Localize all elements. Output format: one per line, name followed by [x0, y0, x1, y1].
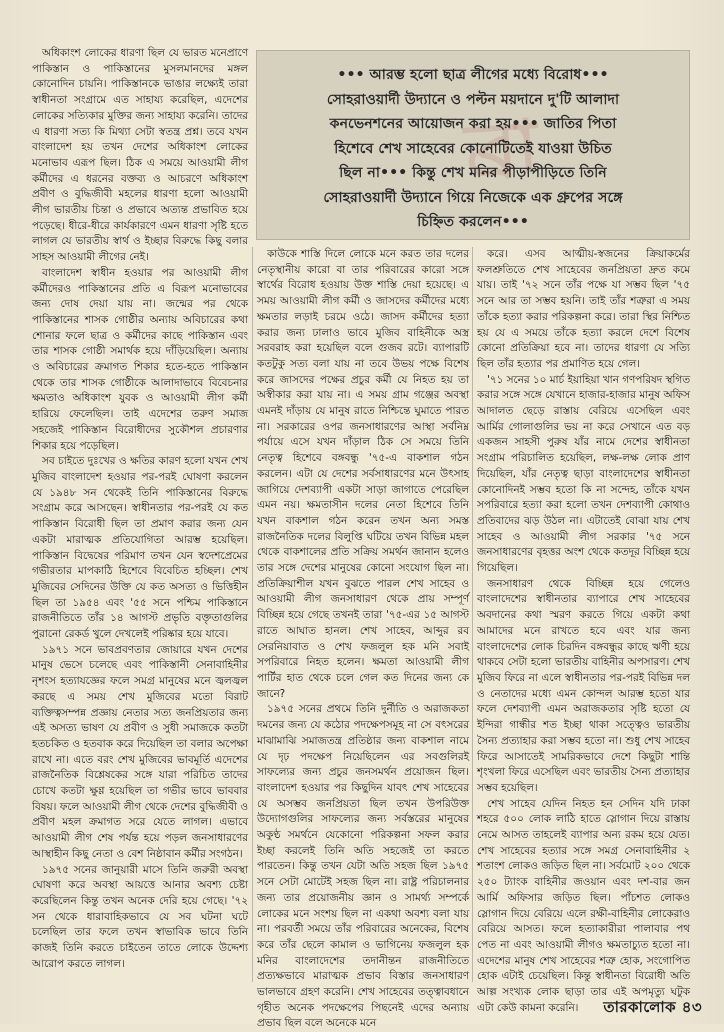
page-footer [603, 996, 702, 1021]
paragraph: জনসাধারণ থেকে বিচ্ছিন্ন হয়ে গেলেও বাংলাদেশের স্বাধীনতার ব্যাপারে শেখ সাহেবের অবদানের কথা স্মরণ করতে গিয়ে একটা কথা আমাদের মনে রাখতে হবে এবং যার জন্য বাংলাদেশের লোক চিরদিন বঙ্গবন্ধুর কাছে ঋণী হয়ে থাকবে সেটা হলো ভারতীয় বাহিনীর অপসারণ। শেখ মুজিব ফিরে না এলে স্বাধীনতার পর-পরই বিভিন্ন দল ও নেতাদের মধ্যে এমন কোন্দল আরম্ভ হতো যার ফলে দেশব্যাপী এমন অরাজকতার সৃষ্টি হতো যে ইন্দিরা গান্ধীর শত ইচ্ছা থাকা সত্ত্বেও ভারতীয় সৈন্য প্রত্যাহার করা সম্ভব হতো না। শুধু শেখ সাহেব ফিরে আসাতেই সামরিকভাবে দেশে কিছুটা শান্তি শৃংখলা ফিরে এসেছিল এবং ভারতীয় সৈন্য প্রত্যাহার সম্ভব হয়েছিল। [477, 577, 690, 794]
paragraph: শেখ সাহেব যেদিন নিহত হন সেদিন যদি ঢাকা শহরে ৫০০ লোক লাঠি হাতে স্লোগান দিয়ে রাস্তায় নেমে আসত তাহলেই ব্যাপার অন্য রকম হয়ে যেত। শেখ সাহেবের হত্যার সঙ্গে সমগ্র সেনাবাহিনীর ২ শতাংশ লোকও জড়িত ছিল না। সর্বমোট ২০০ থেকে ২৫০ ট্যাংক বাহিনীর জওয়ান এবং দশ-বার জন আর্মি অফিসার জড়িত ছিল। পাঁচশত লোকও স্লোগান দিয়ে বেরিয়ে এলে রক্ষী-বাহিনীর লোকেরাও বেরিয়ে আসত। ফলে হত্যাকারীরা পালাবার পথ পেত না এবং আওয়ামী লীগও ক্ষমতাচ্যুত হতো না। এদেশের মানুষ শেখ সাহেবের শত্রু হোক, সংগোপিত হোক এটাই চেয়েছিল। কিন্তু স্বাধীনতা বিরোধী অতি আল্প সংখ্যক লোক ছাড়া তার এই অপমৃত্যু ঘটুক এটা কেউ কামনা করেনি। [477, 797, 690, 1014]
pull-quote-line: চিহ্নিত করলেন••• [417, 214, 529, 230]
paragraph: বাংলাদেশ স্বাধীন হওয়ার পর আওয়ামী লীগ কর্মীদেরও পাকিস্তানের প্রতি এ বিরূপ মনোভাবের জন্য দোষ দেয়া যায় না। জন্মের পর থেকে পাকিস্তানের শাসক গোষ্ঠীর অন্যায় অবিচারের কথা শোনার ফলে ছাত্র ও কর্মীদের কাছে পাকিস্তান এবং তার শাসক গোষ্ঠী সমার্থক হয়ে দাঁড়িয়েছিল। অন্যায় ও অবিচারের ক্রমাগত শিকার হতে-হতে পাকিস্তান থেকে তার শাসক গোষ্ঠীকে আলাদাভাবে বিবেচনার ক্ষমতাও অধিকাংশ যুবক ও আওয়ামী লীগ কর্মী হারিয়ে ফেলেছিল। তাই এদেশের তরুণ সমাজ সহজেই পাকিস্তান বিরোধীদের সুকৌশল প্রচারণার শিকার হয়ে পড়েছিল। [32, 266, 248, 452]
pull-quote-line: কনভেনশনের আয়োজন করা হয়••• জাতির পিতা [329, 116, 617, 132]
pull-quote-line: হিশেবে শেখ সাহেবের কোনোটিতেই যাওয়া উচিত [334, 140, 612, 157]
paragraph: কাউকে শাস্তি দিলে লোকে মনে করত তার দলের নেতৃস্থানীয় কারো বা তার পরিবারের কারো সঙ্গে স্বার্থের বিরোধ হওয়ায় উক্ত শাস্তি দেয়া হয়েছে। এ সময় আওয়ামী লীগ কর্মী ও জাসদের কর্মীদের মধ্যে ক্ষমতার লড়াই চরমে ওঠে। জাসদ কর্মীদের হত্যা করার জন্য ঢালাও ভাবে মুজিব বাহিনীকে অস্ত্র সরবরাহ করা হয়েছিল বলে গুজব রটে। ব্যাপারটি কতটুকু সত্য বলা যায় না তবে উভয় পক্ষে বিশেষ করে জাসদের পক্ষের প্রচুর কর্মী যে নিহত হয় তা অস্বীকার করা যায় না। এ সময় গ্রাম গঞ্জের অবস্থা এমনই দাঁড়ায় যে মানুষ রাতে নিশ্চিন্তে ঘুমাতে পারত না। সরকারের ওপর জনসাধারণের আস্থা সর্বনিম্ন পর্যায়ে এসে যখন দাঁড়াল ঠিক সে সময়ে তিনি নেতৃত্ব হিশেবে বঙ্গবন্ধু '৭৫-এ বাকশাল গঠন করলেন। এটা যে দেশের সর্বসাধারণের মনে উৎসাহ জাগিয়ে দেশব্যাপী একটা সাড়া জাগাতে পেরেছিল এমন নয়। ক্ষমতাসীন দলের নেতা হিশেবে তিনি যখন বাকশাল গঠন করেন তখন অন্য সমস্ত রাজনৈতিক দলের বিলুপ্তি ঘটিয়ে তখন বিভিন্ন মহল থেকে বাকশালের প্রতি সক্রিয় সমর্থন জানান হলেও তার সঙ্গে দেশের মানুষের কোনো সংযোগ ছিল না। প্রতিক্রিয়াশীল যখন বুঝতে পারল শেখ সাহেব ও আওয়ামী লীগ জনসাধারণ থেকে প্রায় সম্পূর্ণ বিচ্ছিন্ন হয়ে গেছে তখনই তারা '৭৫-এর ১৫ আগস্ট রাতে আঘাত হানল। শেখ সাহেব, আব্দুর রব সেরনিয়াবাত ও শেখ ফজলুল হক মনি সবাই সপরিবারে নিহত হলেন। ক্ষমতা আওয়ামী লীগ পার্টির হাত থেকে চলে গেল কত দিনের জন্য কে জানে? [257, 248, 469, 700]
watermark-glyph: ব্রা [462, 103, 541, 193]
publication-name: তারকালোক [603, 998, 677, 1016]
paragraph: ১৯৭৫ সনের জানুয়ারী মাসে তিনি জরুরী অবস্থা ঘোষণা করে অবস্থা আয়ত্তে আনার অবশ্য চেষ্টা করেছিলেন কিন্তু তখন অনেক দেরি হয়ে গেছে। '৭২ সন থেকে ধারাবাহিকভাবে যে সব ঘটনা ঘটে চলেছিল তার ফলে তখন স্বাভাবিক ভাবে তিনি কাজই তিনি করতে চাইতেন তাতে লোকে উদ্দেশ্য আরোপ করতে লাগল। [32, 863, 248, 970]
article-column-middle [257, 247, 469, 1030]
paragraph: ১৯৭৫ সনের প্রথমে তিনি দুর্নীতি ও অরাজকতা দমনের জন্য যে কঠোর পদক্ষেপসমূহ না সে বৎসরের মাঝামাঝি সমাজতন্ত্র প্রতিষ্ঠার জন্য বাকশাল নামে যে দৃঢ় পদক্ষেপ নিয়েছিলেন এর সবগুলিরই সাফল্যের জন্য প্রচুর জনসমর্থন প্রয়োজন ছিল। বাংলাদেশ হওয়ার পর কিছুদিন যাবৎ শেখ সাহেবের যে অসম্ভব জনপ্রিয়তা ছিল তখন উপরিউক্ত উদ্যোগগুলির সাফল্যের জন্য সর্বস্তরের মানুষের অকুণ্ঠ সমর্থনে যেকোনো পরিকল্পনা সফল করার ইচ্ছা করলেই তিনি অতি সহজেই তা করতে পারতেন। কিন্তু তখন যেটা অতি সহজ ছিল ১৯৭৫ সনে সেটা মোটেই সহজ ছিল না। রাষ্ট্র পরিচালনার জন্য তার প্রয়োজনীয় জ্ঞান ও সামর্থ্য সম্পর্কে লোকের মনে সংশয় ছিল না একথা অবশ্য বলা যায় না। পরবর্তী সময়ে তাঁর পরিবারের অনেকের, বিশেষ করে তাঁর ছেলে কামাল ও ভাগিনেয় ফজলুল হক মনির বাংলাদেশের তদানীন্তন রাজনীতিতে প্রত্যক্ষভাবে মারাত্মক প্রভাব বিস্তার জনসাধারণ ভালভাবে গ্রহণ করেনি। শেখ সাহেবের তত্ত্বাবধানে গৃহীত অনেক পদক্ষেপের পিছনেই এদের অন্যায় প্রভাব ছিল বলে অনেকে মনে [257, 703, 469, 1030]
column-divider [472, 247, 473, 982]
pull-quote-line: ছিল না••• কিন্তু শেখ মনির পীড়াপীড়িতে তিনি [339, 165, 607, 181]
page-number: ৪৩ [681, 998, 702, 1016]
article-column-left [32, 46, 248, 982]
paragraph: '৭১ সনের ১০ মার্চ ইয়াহিয়া খান গণপরিষদ স্থগিত করার সঙ্গে সঙ্গে যেখানে হাজার-হাজার মানুষ অফিস আদালত ছেড়ে রাস্তায় বেরিয়ে এসেছিল এবং আর্মির গোলাগুলির ভয় না করে সেখানে এত বড় একজন সাহসী পুরুষ যাঁর নামে দেশের স্বাধীনতা সংগ্রাম পরিচালিত হয়েছিল, লক্ষ-লক্ষ লোক প্রাণ দিয়েছিল, যাঁর নেতৃত্ব ছাড়া বাংলাদেশের স্বাধীনতা কোনোদিনই সম্ভব হতো কি না সন্দেহ, তাঁকে যখন সপরিবারে হত্যা করা হলো তখন দেশব্যাপী কোথাও প্রতিবাদের ঝড় উঠল না। এটাতেই বোঝা যায় শেখ সাহেব ও আওয়ামী লীগ সরকার '৭৫ সনে জনসাধারণের বৃহত্তর অংশ থেকে কতদূর বিচ্ছিন্ন হয়ে গিয়েছিল। [477, 373, 690, 575]
pull-quote-text [271, 63, 675, 235]
paragraph: অধিকাংশ লোকের ধারণা ছিল যে ভারত মনেপ্রাণে পাকিস্তান ও পাকিস্তানের মুসলমানদের মঙ্গল কোনোদিন চায়নি। পাকিস্তানকে ভাঙার লক্ষ্যেই তারা স্বাধীনতা সংগ্রামে এত সাহায্য করেছিল, এদেশের লোকের সত্যিকার মুক্তির জন্য সাহায্য করেনি। তাদের এ ধারণা সত্য কি মিথ্যা সেটা স্বতন্ত্র প্রশ্ন। তবে যখন বাংলাদেশ হয় তখন দেশের অধিকাংশ লোকের মনোভাব এরূপ ছিল। ঠিক এ সময়ে আওয়ামী লীগ কর্মীদের এ ধরনের বক্তব্য ও আচরণে অধিকাংশ প্রবীণ ও বুদ্ধিজীবী মহলের ধারণা হলো আওয়ামী লীগ ভারতীয় চিন্তা ও প্রভাবে অত্যন্ত প্রভাবিত হয়ে পড়েছে। ধীরে-ধীরে কার্যকারণে এমন ধারণা সৃষ্টি হতে লাগল যে ভারতীয় স্বার্থ ও ইচ্ছার বিরুদ্ধে কিছু বলার সাহস আওয়ামী লীগের নেই। [32, 47, 248, 264]
pull-quote-line: ••• আরম্ভ হলো ছাত্র লীগের মধ্যে বিরোধ••• [337, 67, 609, 83]
column-divider [252, 247, 253, 982]
paragraph: সব চাইতে দুঃখের ও ক্ষতির কারণ হলো যখন শেখ মুজিব বাংলাদেশ হওয়ার পর-পরই ঘোষণা করলেন যে ১৯৪৮ সন থেকেই তিনি পাকিস্তানের বিরুদ্ধে সংগ্রাম করে আসছেন। স্বাধীনতার পর-পরই যে কত পাকিস্তান বিরোধী ছিল তা প্রমাণ করার জন্য যেন একটা মারাত্মক প্রতিযোগিতা আরম্ভ হয়েছিল। পাকিস্তান বিদ্বেষের পরিমাণ তখন যেন স্বদেশপ্রেমের গভীরতার মাপকাঠি হিশেবে বিবেচিত হচ্ছিল। শেখ মুজিবের সেদিনের উক্তি যে কত অসত্য ও ভিত্তিহীন ছিল তা ১৯৫৪ এবং '৫৫ সনে পশ্চিম পাকিস্তানে রাজনীতিতে তাঁর ১৪ আগস্ট প্রভৃতি বক্তৃতাগুলির পুরানো রেকর্ড খুলে দেখলেই পরিষ্কার হয়ে যাবে। [32, 455, 248, 641]
pull-quote-line: সোহরাওয়ার্দী উদ্যানে ও পল্টন ময়দানে দু'টি আলাদা [326, 91, 620, 108]
paragraph: ১৯৭১ সনে ভাবপ্রবণতার জোয়ারে যখন দেশের মানুষ ভেসে চলেছে এবং পাকিস্তানী সেনাবাহিনীর নৃশংস হত্যাযজ্ঞের ফলে সমগ্র মানুষের মনে জ্বলজ্বল করছে এ সময় শেখ মুজিবের মতো বিরাট ব্যক্তিত্বসম্পন্ন প্রজ্ঞায় নেতার সত্য জনপ্রিয়তার জন্য এই অসত্য ভাষণ যে প্রবীণ ও সুধী সমাজকে কতটা হতচকিত ও হতবাক করে দিয়েছিল তা বলার অপেক্ষা রাখে না। এতে বরং শেখ মুজিবের ভাবমূর্তি এদেশের রাজনৈতিক বিশ্লেষকের সঙ্গে যারা পরিচিত তাদের চোখে কতটা ক্ষুণ্ণ হয়েছিল তা গভীর ভাবে ভাববার বিষয়। ফলে আওয়ামী লীগ থেকে দেশের বুদ্ধিজীবী ও প্রবীণ মহল ক্রমাগত সরে যেতে লাগল। এভাবে আওয়ামী লীগ শেষ পর্যন্ত হয়ে পড়ল জনসাধারণের আস্থাহীন কিছু নেতা ও বেশ নিষ্ঠাবান কর্মীর সংগঠন। [32, 643, 248, 860]
paragraph: করে। এসব আত্মীয়-স্বজনের ক্রিয়াকর্মের ফলশ্রুতিতে শেখ সাহেবের জনপ্রিয়তা দ্রুত কমে যায়। তাই '৭২ সনে তাঁর পক্ষে যা সম্ভব ছিল '৭৫ সনে আর তা সম্ভব হয়নি। তাই তাঁর শত্রুরা এ সময় তাঁকে হত্যা করার পরিকল্পনা করে। তারা স্থির নিশ্চিত হয় যে এ সময়ে তাঁকে হত্যা করলে দেশে বিশেষ কোনো প্রতিক্রিয়া হবে না। তাদের ধারণা যে সত্যি ছিল তাঁর হত্যার পর প্রমাণিত হয়ে গেল। [477, 248, 690, 370]
pull-quote-line: সোহরাওয়ার্দী উদ্যানে গিয়ে নিজেকে এক গ্রুপের সঙ্গে [323, 189, 623, 206]
pull-quote-box [256, 50, 690, 240]
